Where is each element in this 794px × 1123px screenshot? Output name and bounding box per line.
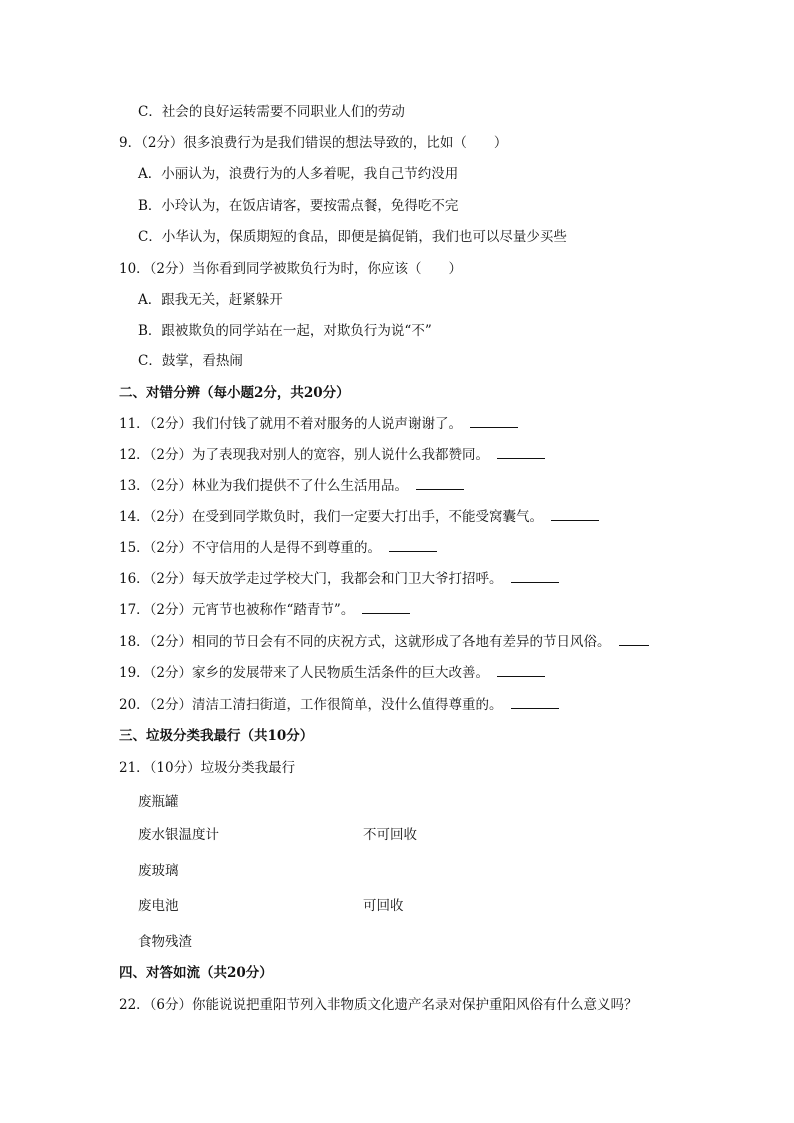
q13 (119, 477, 464, 495)
q13-answer-blank[interactable] (416, 477, 464, 490)
section2-title: 二、对错分辨（每小题2分，共20分） (119, 385, 350, 401)
q12-answer-blank[interactable] (497, 446, 545, 459)
q16-text: 16．（2分）每天放学走过学校大门，我都会和门卫大爷打招呼。 (119, 571, 503, 587)
q11-answer-blank[interactable] (470, 415, 518, 428)
q18 (119, 633, 649, 651)
q9-stem: 9．（2分）很多浪费行为是我们错误的想法导致的，比如（ ） (119, 135, 508, 151)
q16 (119, 570, 559, 588)
q13-text: 13．（2分）林业为我们提供不了什么生活用品。 (119, 478, 409, 494)
q17-text: 17．（2分）元宵节也被称作“踏青节”。 (119, 602, 355, 618)
q18-answer-blank[interactable] (619, 633, 649, 646)
q9-option-b: B．小玲认为，在饭店请客，要按需点餐，免得吃不完 (138, 198, 459, 214)
q22-stem: 22．（6分）你能说说把重阳节列入非物质文化遗产名录对保护重阳风俗有什么意义吗？ (119, 997, 638, 1013)
q15-text: 15．（2分）不守信用的人是得不到尊重的。 (119, 540, 382, 556)
section4-title: 四、对答如流（共20分） (119, 965, 273, 981)
q12-text: 12．（2分）为了表现我对别人的宽容，别人说什么我都赞同。 (119, 447, 490, 463)
q10-option-a: A．跟我无关，赶紧躲开 (138, 292, 283, 308)
waste-item-battery[interactable]: 废电池 (138, 898, 179, 914)
q11-text: 11．（2分）我们付钱了就用不着对服务的人说声谢谢了。 (119, 416, 463, 432)
q14-text: 14．（2分）在受到同学欺负时，我们一定要大打出手，不能受窝囊气。 (119, 509, 544, 525)
q16-answer-blank[interactable] (511, 570, 559, 583)
q18-text: 18．（2分）相同的节日会有不同的庆祝方式，这就形成了各地有差异的节日风俗。 (119, 634, 611, 650)
q19-answer-blank[interactable] (497, 664, 545, 677)
category-non-recyclable[interactable]: 不可回收 (363, 827, 417, 843)
q20-answer-blank[interactable] (511, 696, 559, 709)
q14-answer-blank[interactable] (551, 508, 599, 521)
q17 (119, 601, 410, 619)
q20-text: 20．（2分）清洁工清扫街道，工作很简单，没什么值得尊重的。 (119, 697, 503, 713)
waste-item-thermometer[interactable]: 废水银温度计 (138, 827, 219, 843)
waste-item-bottles[interactable]: 废瓶罐 (138, 794, 179, 810)
q9-option-c: C．小华认为，保质期短的食品，即便是搞促销，我们也可以尽量少买些 (138, 229, 567, 245)
q10-option-c: C．鼓掌，看热闹 (138, 353, 243, 369)
q19 (119, 664, 545, 682)
category-recyclable[interactable]: 可回收 (363, 898, 404, 914)
waste-item-food-scraps[interactable]: 食物残渣 (138, 934, 192, 950)
q15-answer-blank[interactable] (389, 539, 437, 552)
q10-stem: 10．（2分）当你看到同学被欺负行为时，你应该（ ） (119, 261, 463, 277)
q20 (119, 696, 559, 714)
q9-option-a: A．小丽认为，浪费行为的人多着呢，我自己节约没用 (138, 166, 459, 182)
q19-text: 19．（2分）家乡的发展带来了人民物质生活条件的巨大改善。 (119, 665, 490, 681)
waste-item-glass[interactable]: 废玻璃 (138, 863, 179, 879)
q15 (119, 539, 437, 557)
q8-option-c: C．社会的良好运转需要不同职业人们的劳动 (138, 104, 405, 120)
q11 (119, 415, 518, 433)
q12 (119, 446, 545, 464)
q21-stem: 21．（10分）垃圾分类我最行 (119, 760, 296, 776)
q14 (119, 508, 599, 526)
q17-answer-blank[interactable] (362, 601, 410, 614)
q10-option-b: B．跟被欺负的同学站在一起，对欺负行为说“不” (138, 323, 432, 339)
section3-title: 三、垃圾分类我最行（共10分） (119, 728, 314, 744)
